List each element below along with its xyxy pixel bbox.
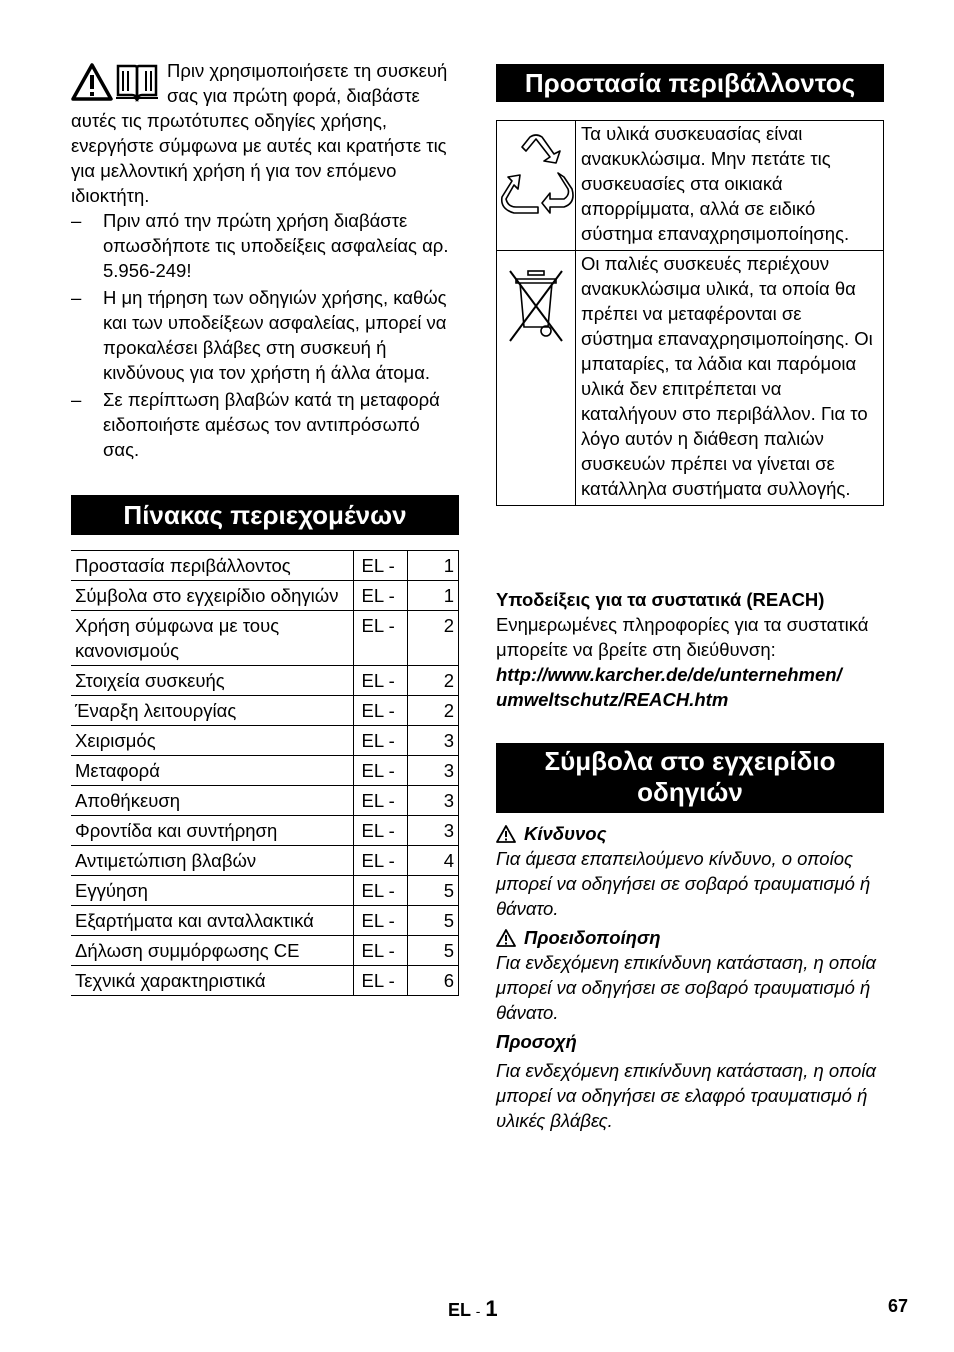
- warning-triangle-icon: [496, 825, 516, 843]
- symbols-section: [496, 821, 884, 1133]
- toc-title: Αντιμετώπιση βλαβών: [71, 846, 353, 876]
- toc-title: Δήλωση συμμόρφωσης CE: [71, 936, 353, 966]
- icon-cell: [497, 251, 576, 506]
- environment-text: Τα υλικά συσκευασίας είναι ανακυκλώσιμα. Μην πετάτε τις συσκευασίες στα οικιακά απορρίμματα, αλλά σε ειδικό σύστημα επαναχρησιμοποίησης.: [576, 121, 884, 251]
- list-item: [71, 285, 459, 385]
- toc-prefix: EL -: [353, 726, 408, 756]
- toc-prefix: EL -: [353, 966, 408, 996]
- toc-prefix: EL -: [353, 936, 408, 966]
- table-row: [497, 251, 884, 506]
- caution-title: Προσοχή: [496, 1031, 577, 1052]
- danger-title: [496, 821, 884, 846]
- footer-section-page: 1: [485, 1296, 498, 1321]
- toc-page: 2: [408, 696, 459, 726]
- table-row[interactable]: [71, 846, 459, 876]
- reach-text: Ενημερωμένες πληροφορίες για τα συστατικά μπορείτε να βρείτε στη διεύθυνση:: [496, 614, 869, 660]
- toc-page: 6: [408, 966, 459, 996]
- manual-book-icon: [115, 62, 159, 102]
- environment-table: [496, 120, 884, 506]
- table-row[interactable]: [71, 876, 459, 906]
- list-item: [71, 387, 459, 462]
- toc-page: 5: [408, 876, 459, 906]
- toc-prefix: EL -: [353, 551, 408, 581]
- danger-label: Κίνδυνος: [524, 823, 607, 844]
- toc-heading: Πίνακας περιεχομένων: [71, 495, 459, 535]
- environment-text: Οι παλιές συσκευές περιέχουν ανακυκλώσιμα υλικά, τα οποία θα πρέπει να μεταφέρονται σε σύστημα επαναχρησιμοποίησης. Οι μπαταρίες, τα λάδια και παρόμοια υλικά δεν επιτρέπεται να καταλήγουν στο περιβάλλον. Για το λόγο αυτόν η διάθεση παλιών συσκευών πρέπει να γίνεται σε κατάλληλα συστήματα συλλογής.: [576, 251, 884, 506]
- bullet-text: Σε περίπτωση βλαβών κατά τη μεταφορά ειδοποιήστε αμέσως τον αντιπρόσωπό σας.: [103, 389, 440, 460]
- warning-triangle-icon: [71, 62, 113, 102]
- bullet-dash: –: [71, 210, 82, 231]
- symbols-heading: Σύμβολα στο εγχειρίδιο οδηγιών: [496, 743, 884, 813]
- table-row: [497, 121, 884, 251]
- toc-title: Εξαρτήματα και ανταλλακτικά: [71, 906, 353, 936]
- toc-prefix: EL -: [353, 756, 408, 786]
- icon-cell: [497, 121, 576, 251]
- toc-prefix: EL -: [353, 816, 408, 846]
- warning-title: [496, 925, 884, 950]
- table-row[interactable]: [71, 696, 459, 726]
- table-row[interactable]: [71, 666, 459, 696]
- table-row[interactable]: [71, 966, 459, 996]
- toc-title: Έναρξη λειτουργίας: [71, 696, 353, 726]
- table-row[interactable]: [71, 611, 459, 666]
- warning-triangle-icon: [496, 929, 516, 947]
- toc-page: 1: [408, 551, 459, 581]
- toc-title: Προστασία περιβάλλοντος: [71, 551, 353, 581]
- warning-text: Για ενδεχόμενη επικίνδυνη κατάσταση, η οποία μπορεί να οδηγήσει σε σοβαρό τραυματισμό ή θάνατο.: [496, 952, 876, 1023]
- bullet-dash: –: [71, 287, 82, 308]
- toc-title: Τεχνικά χαρακτηριστικά: [71, 966, 353, 996]
- bullet-dash: –: [71, 389, 82, 410]
- toc-title: Σύμβολα στο εγχειρίδιο οδηγιών: [71, 581, 353, 611]
- intro-paragraph: [71, 58, 459, 208]
- toc-page: 3: [408, 786, 459, 816]
- toc-page: 3: [408, 816, 459, 846]
- toc-prefix: EL -: [353, 876, 408, 906]
- toc-prefix: EL -: [353, 906, 408, 936]
- table-row[interactable]: [71, 581, 459, 611]
- toc-prefix: EL -: [353, 666, 408, 696]
- toc-title: Μεταφορά: [71, 756, 353, 786]
- toc-page: 4: [408, 846, 459, 876]
- toc-title: Αποθήκευση: [71, 786, 353, 816]
- table-row[interactable]: [71, 786, 459, 816]
- toc-page: 1: [408, 581, 459, 611]
- footer-section: EL: [448, 1300, 471, 1320]
- toc-page: 5: [408, 906, 459, 936]
- intro-icons: [71, 60, 159, 104]
- toc-prefix: EL -: [353, 581, 408, 611]
- recycle-icon: [498, 133, 574, 223]
- toc-title: Χειρισμός: [71, 726, 353, 756]
- page-number: 67: [888, 1296, 909, 1316]
- bullet-text: Η μη τήρηση των οδηγιών χρήσης, καθώς και των υποδείξεων ασφαλείας, μπορεί να προκαλέσει βλάβες στη συσκευή ή κινδύνους για τον χρήστη ή άλλα άτομα.: [103, 287, 447, 383]
- list-item: [71, 208, 459, 283]
- table-row[interactable]: [71, 936, 459, 966]
- bullet-list: [71, 208, 459, 464]
- footer-separator: -: [475, 1303, 481, 1319]
- toc-page: 2: [408, 666, 459, 696]
- section-page-label: [448, 1296, 498, 1322]
- reach-title: Υποδείξεις για τα συστατικά (REACH): [496, 589, 825, 610]
- toc-table: [71, 550, 459, 996]
- toc-prefix: EL -: [353, 786, 408, 816]
- toc-title: Φροντίδα και συντήρηση: [71, 816, 353, 846]
- caution-text: Για ενδεχόμενη επικίνδυνη κατάσταση, η οποία μπορεί να οδηγήσει σε ελαφρό τραυματισμό ή υλικές βλάβες.: [496, 1060, 876, 1131]
- warning-label: Προειδοποίηση: [524, 927, 661, 948]
- bullet-text: Πριν από την πρώτη χρήση διαβάστε οπωσδήποτε τις υποδείξεις ασφαλείας αρ. 5.956-249!: [103, 210, 449, 281]
- toc-title: Στοιχεία συσκευής: [71, 666, 353, 696]
- toc-page: 2: [408, 611, 459, 666]
- toc-title: Εγγύηση: [71, 876, 353, 906]
- danger-text: Για άμεσα επαπειλούμενο κίνδυνο, ο οποίος μπορεί να οδηγήσει σε σοβαρό τραυματισμό ή θάνατο.: [496, 848, 871, 919]
- table-row[interactable]: [71, 756, 459, 786]
- intro-text: Πριν χρησιμοποιήσετε τη συσκευή σας για πρώτη φορά, διαβάστε αυτές τις πρωτότυπες οδηγίες χρήσης, ενεργήστε σύμφωνα με αυτές και κρατήστε τις για μελλοντική χρήση ή για τον επόμενο ιδιοκτήτη.: [71, 60, 448, 206]
- table-row[interactable]: [71, 726, 459, 756]
- table-row[interactable]: [71, 551, 459, 581]
- reach-url-link[interactable]: http://www.karcher.de/de/unternehmen/ umweltschutz/REACH.htm: [496, 664, 842, 710]
- toc-prefix: EL -: [353, 611, 408, 666]
- crossed-bin-icon: [506, 265, 566, 345]
- table-row[interactable]: [71, 906, 459, 936]
- toc-page: 3: [408, 726, 459, 756]
- environment-heading: Προστασία περιβάλλοντος: [496, 64, 884, 102]
- table-row[interactable]: [71, 816, 459, 846]
- toc-prefix: EL -: [353, 696, 408, 726]
- toc-page: 3: [408, 756, 459, 786]
- reach-section: [496, 587, 884, 712]
- toc-page: 5: [408, 936, 459, 966]
- toc-title: Χρήση σύμφωνα με τους κανονισμούς: [71, 611, 353, 666]
- toc-prefix: EL -: [353, 846, 408, 876]
